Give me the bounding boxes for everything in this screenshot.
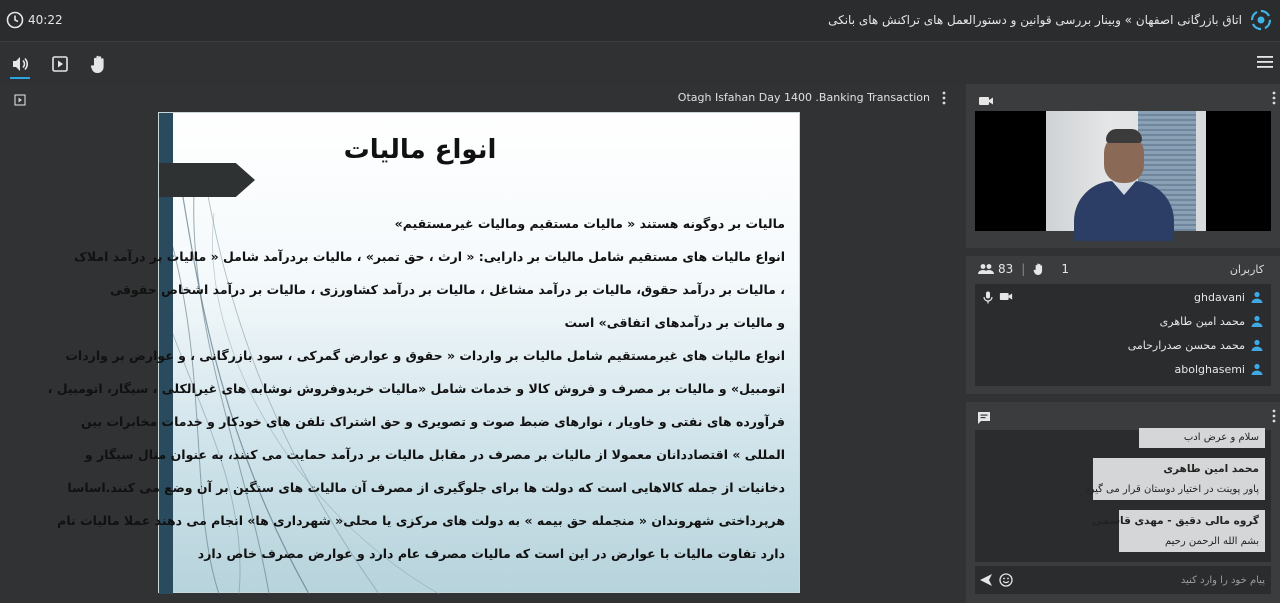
presentation-options-button[interactable] — [942, 90, 946, 109]
slide-line: دارد تفاوت مالیات با عوارض در این است که مالیات مصرف عام دارد و عوارض مصرف خاص دارد — [197, 546, 785, 561]
session-timer — [6, 11, 63, 29]
video-camera-icon — [999, 291, 1013, 302]
chat-header — [966, 402, 1280, 430]
webcam-feed — [1046, 111, 1206, 231]
slide-line: ، مالیات بر درآمد حقوق، مالیات بر درآمد مشاغل ، مالیات بر درآمد کشاورزی ، مالیات بر درآمد اشخاص حقوقی — [110, 282, 785, 297]
speaker-icon — [10, 54, 30, 74]
app-logo-icon — [1250, 9, 1272, 31]
chat-toggle-button[interactable] — [977, 410, 991, 429]
speaker-button[interactable] — [8, 52, 32, 76]
share-screen-icon — [51, 55, 69, 73]
toolbar — [0, 42, 1280, 84]
video-toggle-button[interactable] — [978, 92, 994, 111]
video-panel — [966, 84, 1280, 248]
presentation-slide — [47, 112, 800, 593]
raise-hand-icon — [90, 54, 108, 74]
clock-icon — [6, 11, 24, 29]
chat-panel — [966, 402, 1280, 603]
user-name: محمد محسن صدرارحامی — [1127, 339, 1245, 352]
chat-message — [1085, 458, 1265, 500]
raised-hands-count: 1 — [1061, 262, 1069, 276]
video-stream[interactable] — [975, 111, 1271, 231]
microphone-icon — [983, 291, 993, 304]
users-list — [975, 284, 1271, 386]
slide-line: دخانیات از جمله کالاهایی است که دولت ها برای جلوگیری از مصرف آن مالیات های سنگین بر آن وضع می کنند.اساسا — [67, 480, 785, 495]
minimize-presentation-button[interactable] — [14, 91, 26, 110]
user-media-status — [983, 291, 1013, 304]
slide-line: هرپرداختی شهروندان « منجمله حق بیمه » به دولت های مرکزی یا محلی« شهرداری ها» انجام می دهند عملا مالیات نام — [57, 513, 785, 528]
user-count: 83 — [998, 262, 1014, 276]
presentation-header — [0, 84, 958, 110]
more-vert-icon — [942, 91, 946, 105]
active-indicator — [10, 77, 30, 79]
slide-title: انواع مالیات — [343, 135, 497, 165]
raise-hand-icon — [1033, 262, 1045, 276]
slide-line: انواع مالیات های غیرمستقیم شامل مالیات بر واردات « حقوق و عوارض گمرکی ، سود بازرگانی ، و عوارض بر واردات — [65, 348, 785, 363]
raise-hand-button[interactable] — [87, 52, 111, 76]
message-sender: محمد امین طاهری — [1163, 463, 1259, 475]
user-row[interactable] — [975, 287, 1271, 309]
slide-line: فرآورده های نفتی و خاویار ، نوارهای ضبط صوت و تصویری و حق اشتراک تلفن های خودکار و خدمات مخابرات بین — [81, 414, 785, 429]
video-options-button[interactable] — [1272, 90, 1276, 109]
users-counts: 83 | 1 — [978, 262, 1069, 276]
slide-arrow-shape — [159, 163, 255, 197]
users-title: کاربران — [1229, 263, 1264, 276]
presentation-icon — [14, 94, 26, 106]
slide-line: مالیات بر دوگونه هستند « مالیات مستقیم ومالیات غیرمستقیم» — [394, 216, 785, 231]
video-camera-icon — [978, 95, 994, 107]
user-name: ghdavani — [1194, 291, 1245, 304]
users-header — [966, 256, 1280, 282]
user-icon — [1251, 363, 1263, 375]
send-icon — [979, 573, 993, 587]
presentation-area — [0, 84, 958, 603]
presentation-title: Otagh Isfahan Day 1400 .Banking Transaction — [677, 91, 930, 104]
user-name: محمد امین طاهری — [1159, 315, 1245, 328]
chat-icon — [977, 411, 991, 425]
timer-text: 40:22 — [28, 13, 63, 27]
chat-options-button[interactable] — [1272, 408, 1276, 427]
users-panel — [966, 256, 1280, 394]
chat-message-input[interactable] — [1019, 570, 1265, 590]
chat-message — [1139, 428, 1265, 448]
chat-messages[interactable] — [975, 430, 1271, 562]
slide-line: اتومبیل» و مالیات بر مصرف و فروش کالا و خدمات شامل «مالیات خریدوفروش نوشابه های غیرالکلی ، سیگار، اتومبیل ، — [47, 381, 785, 396]
slide-line: انواع مالیات های مستقیم شامل مالیات بر دارایی: « ارث ، حق تمبر» ، مالیات بردرآمد شامل « مالیات بر درآمد املاک — [74, 249, 785, 264]
message-text: پاور پوینت در اختیار دوستان قرار می گیرد — [1085, 484, 1259, 495]
user-icon — [1251, 339, 1263, 351]
user-row[interactable] — [975, 335, 1271, 357]
more-vert-icon — [1272, 409, 1276, 423]
slide-line: المللی » اقتصاددانان معمولا از مالیات بر مصرف در مقابل مالیات بر درآمد حمایت می کنند، به عنوان مثال سیگار و — [84, 447, 785, 462]
chat-message — [1092, 510, 1265, 552]
emoji-icon — [999, 573, 1013, 587]
user-icon — [1251, 315, 1263, 327]
user-row[interactable] — [975, 359, 1271, 381]
message-text: سلام و عرض ادب — [1183, 432, 1259, 443]
more-vert-icon — [1272, 91, 1276, 105]
chat-input-bar — [975, 566, 1271, 594]
room-title: اتاق بازرگانی اصفهان » وبینار بررسی قوانین و دستورالعمل های تراکنش های بانکی — [828, 13, 1242, 27]
message-text: بشم الله الرحمن رحیم — [1165, 536, 1259, 547]
emoji-button[interactable] — [999, 572, 1013, 591]
main-menu-button[interactable] — [1256, 54, 1274, 74]
person-hair — [1106, 129, 1142, 143]
menu-icon — [1256, 54, 1274, 70]
send-button[interactable] — [979, 572, 993, 591]
top-bar — [0, 0, 1280, 42]
people-icon — [978, 263, 994, 275]
user-icon — [1251, 291, 1263, 303]
slide-body — [47, 207, 785, 570]
slide-line: و مالیات بر درآمدهای اتفاقی» است — [564, 315, 785, 330]
user-row[interactable] — [975, 311, 1271, 333]
user-name: abolghasemi — [1174, 363, 1245, 376]
share-screen-button[interactable] — [48, 52, 72, 76]
message-sender: گروه مالی دقیق - مهدی قاسمی — [1092, 515, 1259, 527]
